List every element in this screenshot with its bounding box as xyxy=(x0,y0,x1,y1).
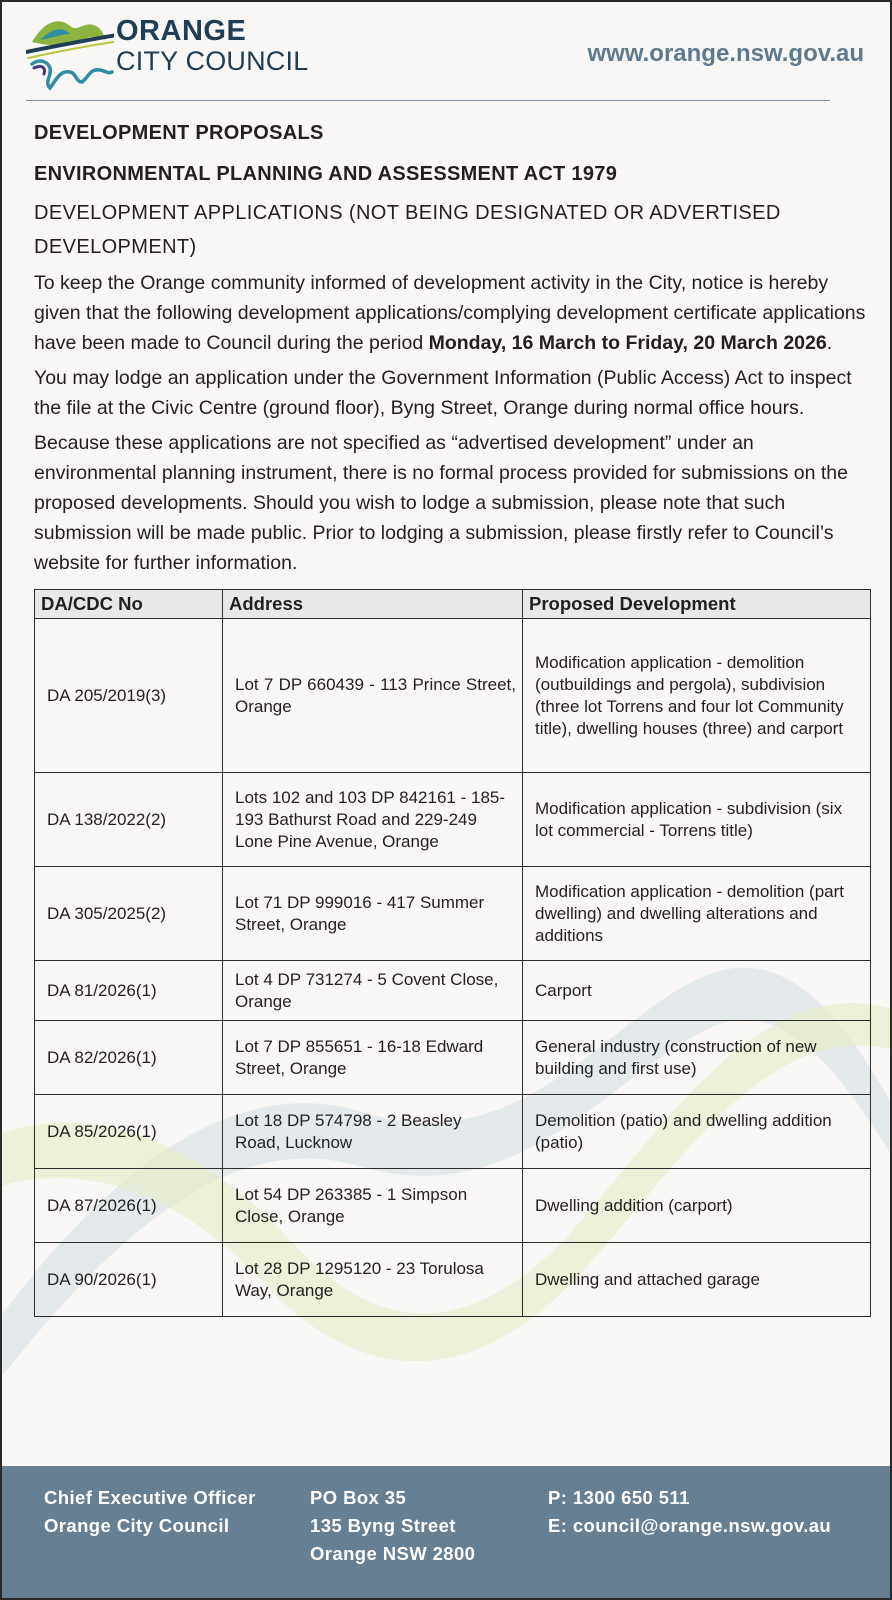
council-logo[interactable] xyxy=(26,12,114,97)
orange-city-council-logo-icon xyxy=(26,12,114,92)
footer-suburb: Orange NSW 2800 xyxy=(310,1543,476,1564)
da-number-cell: DA 81/2026(1) xyxy=(35,961,223,1021)
da-number-cell: DA 138/2022(2) xyxy=(35,773,223,867)
development-cell: Demolition (patio) and dwelling addition (patio) xyxy=(523,1095,871,1169)
footer-street: 135 Byng Street xyxy=(310,1515,456,1536)
notice-subtitle: DEVELOPMENT APPLICATIONS (NOT BEING DESIGNATED OR ADVERTISED DEVELOPMENT) xyxy=(34,202,781,258)
address-cell: Lot 7 DP 855651 - 16-18 Edward Street, Orange xyxy=(223,1021,523,1095)
development-cell: Modification application - demolition (outbuildings and pergola), subdivision (three lot Torrens and four lot Community title), dwelling houses (three) and carport xyxy=(523,619,871,773)
address-cell: Lot 18 DP 574798 - 2 Beasley Road, Lucknow xyxy=(223,1095,523,1169)
address-cell: Lots 102 and 103 DP 842161 - 185-193 Bathurst Road and 229-249 Lone Pine Avenue, Orange xyxy=(223,773,523,867)
page-header xyxy=(2,2,890,102)
footer-address-block xyxy=(310,1484,475,1568)
notice-content xyxy=(34,122,870,1317)
development-cell: Carport xyxy=(523,961,871,1021)
act-heading: ENVIRONMENTAL PLANNING AND ASSESSMENT ACT 1979 xyxy=(34,163,618,185)
address-cell: Lot 4 DP 731274 - 5 Covent Close, Orange xyxy=(223,961,523,1021)
da-number-cell: DA 85/2026(1) xyxy=(35,1095,223,1169)
intro-paragraph xyxy=(34,268,870,358)
intro-text: To keep the Orange community informed of development activity in the City, notice is hereby given that the following development applications/complying development certificate applications have been made to Council during the period xyxy=(34,272,866,354)
access-paragraph: You may lodge an application under the Government Information (Public Access) Act to inspect the file at the Civic Centre (ground floor), Byng Street, Orange during normal office hours. xyxy=(34,367,852,419)
da-number-cell: DA 90/2026(1) xyxy=(35,1243,223,1317)
footer-po-box: PO Box 35 xyxy=(310,1487,407,1508)
logo-wordmark-city-council: CITY COUNCIL xyxy=(116,46,309,76)
logo-wordmark xyxy=(116,16,308,75)
table-row xyxy=(35,1095,871,1169)
development-cell: Modification application - demolition (part dwelling) and dwelling alterations and additions xyxy=(523,867,871,961)
footer-email[interactable]: E: council@orange.nsw.gov.au xyxy=(548,1515,832,1536)
header-divider xyxy=(26,100,830,101)
intro-text-end: . xyxy=(826,332,833,354)
address-cell: Lot 71 DP 999016 - 417 Summer Street, Orange xyxy=(223,867,523,961)
applications-table xyxy=(34,589,871,1317)
footer-phone[interactable]: P: 1300 650 511 xyxy=(548,1487,690,1508)
footer-ceo-block xyxy=(44,1484,256,1540)
development-cell: General industry (construction of new building and first use) xyxy=(523,1021,871,1095)
da-number-cell: DA 82/2026(1) xyxy=(35,1021,223,1095)
notice-title: DEVELOPMENT PROPOSALS xyxy=(34,122,324,144)
development-cell: Modification application - subdivision (six lot commercial - Torrens title) xyxy=(523,773,871,867)
table-row xyxy=(35,1021,871,1095)
column-header-address: Address xyxy=(223,590,523,619)
footer-council-name: Orange City Council xyxy=(44,1515,230,1536)
submissions-paragraph: Because these applications are not specified as “advertised development” under an environmental planning instrument, there is no formal process provided for submissions on the proposed developments. Should you wish to lodge a submission, please note that such submission will be made public. Prior to lodging a submission, please firstly refer to Council’s website for further information. xyxy=(34,432,849,574)
website-link[interactable]: www.orange.nsw.gov.au xyxy=(587,40,864,67)
column-header-da-no: DA/CDC No xyxy=(35,590,223,619)
footer-contact-block xyxy=(548,1484,831,1540)
table-row xyxy=(35,961,871,1021)
footer-ceo-title: Chief Executive Officer xyxy=(44,1487,256,1508)
contact-footer xyxy=(2,1466,890,1598)
address-cell: Lot 54 DP 263385 - 1 Simpson Close, Orange xyxy=(223,1169,523,1243)
logo-wordmark-orange: ORANGE xyxy=(116,15,247,47)
address-cell: Lot 7 DP 660439 - 113 Prince Street, Orange xyxy=(223,619,523,773)
column-header-proposed-development: Proposed Development xyxy=(523,590,871,619)
da-number-cell: DA 87/2026(1) xyxy=(35,1169,223,1243)
da-number-cell: DA 205/2019(3) xyxy=(35,619,223,773)
table-row xyxy=(35,773,871,867)
development-cell: Dwelling and attached garage xyxy=(523,1243,871,1317)
table-header-row xyxy=(35,590,871,619)
table-row xyxy=(35,1243,871,1317)
table-row xyxy=(35,619,871,773)
da-number-cell: DA 305/2025(2) xyxy=(35,867,223,961)
development-cell: Dwelling addition (carport) xyxy=(523,1169,871,1243)
notice-period: Monday, 16 March to Friday, 20 March 2026 xyxy=(428,332,827,354)
table-row xyxy=(35,1169,871,1243)
table-row xyxy=(35,867,871,961)
address-cell: Lot 28 DP 1295120 - 23 Torulosa Way, Orange xyxy=(223,1243,523,1317)
